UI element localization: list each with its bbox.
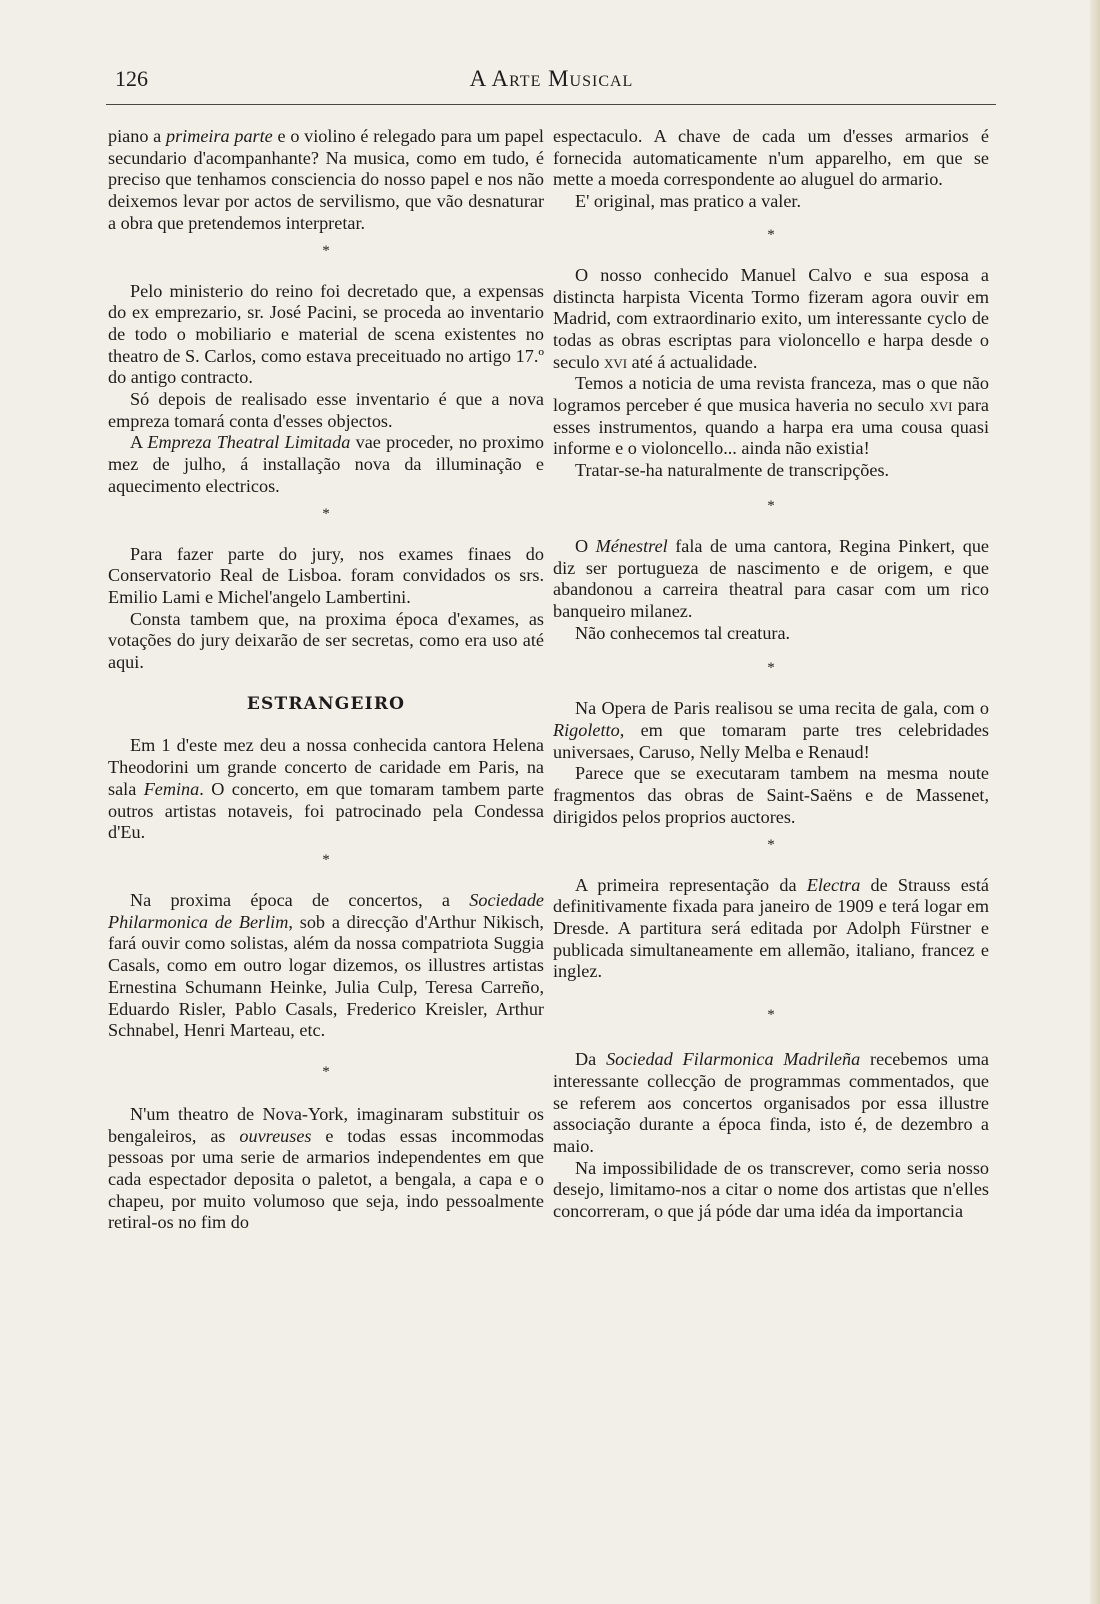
paragraph: espectaculo. A chave de cada um d'esses armarios é fornecida automaticamente n'um apparelho, em que se mette a moeda correspondente ao aluguel do armario.	[553, 126, 989, 190]
section-separator-asterisk: *	[767, 660, 775, 677]
paragraph	[553, 698, 989, 763]
left-column	[108, 126, 544, 1234]
text: O	[575, 535, 596, 556]
italic-text: Empreza Theatral Limitada	[147, 432, 351, 453]
text: até á actualidade.	[627, 351, 758, 372]
italic-text: Electra	[806, 874, 861, 895]
paragraph	[553, 265, 989, 374]
roman-numeral: xvi	[929, 395, 953, 416]
text: Na Opera de Paris realisou se uma recita de gala, com o	[575, 698, 989, 719]
paragraph: Para fazer parte do jury, nos exames finaes do Conservatorio Real de Lisboa. foram convidados os srs. Emilio Lami e Michel'angelo Lambertini.	[108, 543, 544, 607]
text: Da	[575, 1049, 607, 1070]
running-header	[113, 66, 990, 96]
text: A primeira representação da	[575, 874, 807, 895]
page-edge	[1090, 0, 1100, 1604]
section-separator-asterisk: *	[322, 242, 330, 259]
running-title: A Arte Musical	[469, 66, 634, 91]
text: , sob a direcção d'Arthur Nikisch, fará ouvir como solistas, além da nossa compatriota Suggia Casals, como em outro logar dizemos, os illustres artistas Ernestina Schumann Heinke, Julia Culp, Teresa Carreño, Eduardo Risler, Pablo Casals, Frederico Kreisler, Arthur Schnabel, Henri Marteau, etc.	[108, 911, 544, 1041]
paragraph: Só depois de realisado esse inventario é que a nova empreza tomará conta d'esses objectos.	[108, 389, 544, 431]
header-rule	[106, 104, 996, 105]
paragraph	[108, 1104, 544, 1234]
paragraph	[553, 373, 989, 460]
paragraph: E' original, mas pratico a valer.	[575, 191, 801, 212]
text: de Strauss está definitivamente fixada para janeiro de 1909 e terá logar em Dresde. A partitura será editada por Adolph Fürstner e publicada simultaneamente em allemão, italiano, francez e inglez.	[553, 874, 989, 982]
text: para esses instrumentos, quando a harpa era uma cousa quasi informe e o violoncello... ainda não existia!	[553, 395, 990, 459]
text: . O concerto, em que tomaram tambem parte outros artistas notaveis, foi patrocinado pela Condessa d'Eu.	[108, 778, 544, 843]
section-title: ESTRANGEIRO	[246, 693, 406, 714]
section-separator-asterisk: *	[322, 851, 330, 868]
text: recebemos uma interessante collecção de programmas commentados, que se referem aos concertos organisados por essa illustre associação durante a época finda, isto é, de dezembro a maio.	[553, 1049, 989, 1156]
section-separator-asterisk: *	[322, 1063, 330, 1080]
paragraph	[108, 126, 544, 235]
paragraph: Tratar-se-ha naturalmente de transcripções.	[575, 460, 890, 481]
text: , em que tomaram parte tres celebridades universaes, Caruso, Nelly Melba e Renaud!	[553, 720, 989, 762]
text: Temos a noticia de uma revista franceza, mas o que não logramos perceber é que musica haveria no seculo	[553, 373, 989, 416]
paragraph	[108, 735, 544, 844]
section-separator-asterisk: *	[767, 1007, 775, 1024]
italic-text: Femina	[143, 778, 200, 799]
text: vae proceder, no proximo mez de julho, á installação nova da illuminação e aquecimento electricos.	[108, 432, 544, 496]
italic-text: primeira parte	[165, 126, 273, 146]
italic-text: Rigoletto	[553, 720, 620, 741]
italic-text: Sociedad Filarmonica Madrileña	[606, 1049, 861, 1070]
paragraph: Na impossibilidade de os transcrever, como seria nosso desejo, limitamo-nos a citar o nome dos artistas que n'elles concorreram, o que já póde dar uma idéa da importancia	[553, 1157, 989, 1222]
text: N'um theatro de Nova-York, imaginaram substituir os bengaleiros, as	[108, 1103, 544, 1146]
page-number: 126	[115, 66, 148, 91]
paragraph	[108, 432, 544, 497]
italic-text: Ménestrel	[595, 535, 668, 556]
paragraph: Não conhecemos tal creatura.	[575, 622, 791, 643]
text: fala de uma cantora, Regina Pinkert, que diz ser portugueza de nascimento e de origem, e que abandonou a carreira theatral para casar com um rico banqueiro milanez.	[553, 535, 989, 621]
text: e o violino é relegado para um papel secundario d'acompanhante? Na musica, como em tudo, é preciso que tenhamos consciencia do nosso papel e nos não deixemos levar por actos de servilismo, que vão desnaturar a obra que pretendemos interpretar.	[108, 126, 544, 233]
section-separator-asterisk: *	[767, 497, 775, 514]
text: O nosso conhecido Manuel Calvo e sua esposa a distincta harpista Vicenta Tormo fizeram agora ouvir em Madrid, com extraordinario exito, um interessante cyclo de todas as obras escriptas para violoncello e harpa desde o seculo	[553, 264, 989, 372]
right-column	[553, 126, 989, 1223]
text: A	[130, 432, 148, 453]
text: e todas essas incommodas pessoas por uma serie de armarios independentes em que cada espectador deposita o paletot, a bengala, a capa e o chapeu, por muito volumoso que seja, indo pessoalmente retiral-os no fim do	[108, 1125, 544, 1233]
italic-text: ouvreuses	[239, 1125, 312, 1146]
paragraph: Pelo ministerio do reino foi decretado que, a expensas do ex emprezario, sr. José Pacini, se proceda ao inventario de todo o mobiliario e material de scena existentes no theatro de S. Carlos, como estava preceituado no artigo 17.º do antigo contracto.	[108, 280, 544, 388]
roman-numeral: xvi	[604, 351, 628, 372]
paragraph	[553, 1049, 989, 1158]
paragraph	[108, 890, 544, 1042]
section-separator-asterisk: *	[767, 226, 775, 243]
text: piano a	[108, 126, 166, 146]
section-separator-asterisk: *	[767, 836, 775, 853]
paragraph: Parece que se executaram tambem na mesma noute fragmentos das obras de Saint-Saëns e de Massenet, dirigidos pelos proprios auctores.	[553, 763, 989, 827]
text: Na proxima época de concertos, a	[130, 889, 470, 910]
paragraph	[553, 875, 989, 984]
paragraph	[553, 536, 989, 623]
italic-text: Sociedade Philarmonica de Berlim	[108, 889, 544, 932]
section-separator-asterisk: *	[322, 505, 330, 522]
text: Em 1 d'este mez deu a nossa conhecida cantora Helena Theodorini um grande concerto de caridade em Paris, na sala	[108, 735, 544, 799]
paragraph: Consta tambem que, na proxima época d'exames, as votações do jury deixarão de ser secretas, como era uso até aqui.	[108, 608, 544, 673]
